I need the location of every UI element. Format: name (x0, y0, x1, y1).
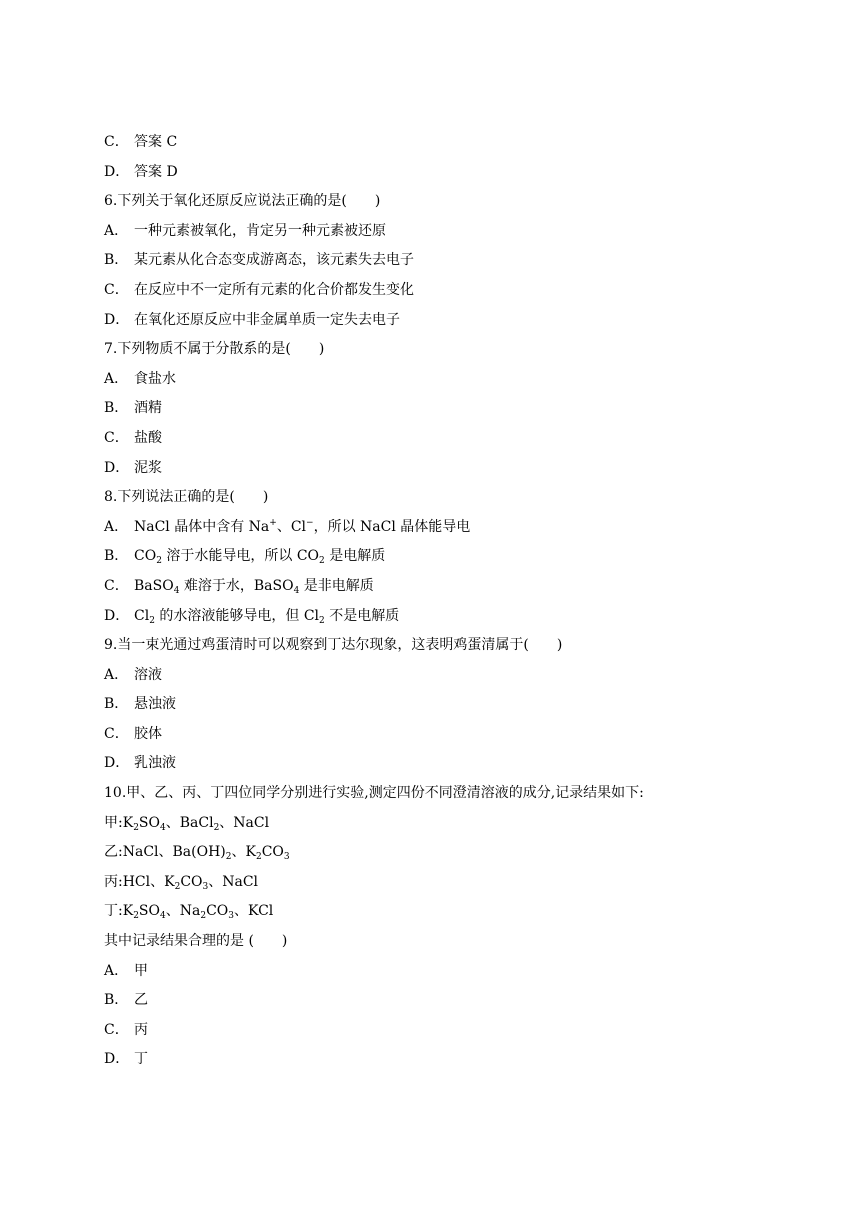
line-text: 、K (231, 844, 256, 861)
question-text (104, 335, 784, 365)
option-letter: C． (104, 1021, 129, 1038)
line-text: 不是电解质 (324, 607, 400, 624)
line-text: CO (134, 548, 157, 565)
answer-option (104, 720, 784, 750)
line-text: 答案 C (134, 134, 178, 150)
subscript-text: 2 (225, 852, 232, 863)
option-letter: B． (104, 252, 129, 269)
question-list (104, 128, 784, 1075)
answer-option (104, 454, 784, 484)
option-letter: A． (104, 666, 129, 683)
line-text: 在反应中不一定所有元素的化合价都发生变化 (134, 281, 414, 298)
subscript-text: 2 (200, 911, 207, 922)
option-letter: C． (104, 429, 129, 446)
answer-option (104, 690, 784, 720)
line-text: BaSO (134, 577, 174, 594)
supscript-text: + (269, 517, 277, 528)
line-text: 乙:NaCl、Ba(OH) (104, 844, 226, 861)
option-letter: B． (104, 992, 129, 1009)
answer-option (104, 572, 784, 602)
line-text: 酒精 (134, 400, 162, 417)
option-letter: D． (104, 459, 130, 476)
line-text: ，所以 NaCl 晶体能导电 (313, 518, 471, 535)
line-text: 答案 D (134, 163, 178, 180)
question-text (104, 187, 784, 217)
subscript-text: 4 (173, 585, 180, 596)
subscript-text: 2 (255, 852, 262, 863)
line-text: 、NaCl (219, 814, 270, 831)
line-text: 、BaCl (165, 814, 214, 831)
line-text: 6.下列关于氧化还原反应说法正确的是( ) (104, 193, 381, 210)
answer-option (104, 276, 784, 306)
option-letter: D． (104, 755, 130, 772)
option-letter: C． (104, 577, 129, 594)
option-letter: B． (104, 696, 129, 713)
line-text: 难溶于水，BaSO (179, 577, 294, 594)
line-text: 丁 (134, 1051, 148, 1068)
subscript-text: 2 (319, 615, 325, 626)
option-letter: C． (104, 281, 129, 298)
answer-option (104, 1045, 784, 1075)
line-text: 10.甲、乙、丙、丁四位同学分别进行实验,测定四份不同澄清溶液的成分,记录结果如下: (104, 785, 644, 802)
question-text (104, 809, 784, 839)
question-text (104, 868, 784, 898)
answer-option (104, 217, 784, 247)
line-text: 、Na (165, 903, 201, 920)
line-text: 丙:HCl、K (104, 873, 175, 890)
line-text: 甲 (134, 962, 148, 979)
line-text: 乳浊液 (134, 755, 176, 772)
subscript-text: 3 (283, 852, 290, 863)
line-text: Cl (134, 607, 150, 624)
option-letter: A． (104, 518, 129, 535)
line-text: 其中记录结果合理的是 ( ) (104, 933, 288, 950)
question-text (104, 779, 784, 809)
line-text: CO (206, 903, 229, 920)
line-text: 、NaCl (208, 873, 259, 890)
subscript-text: 2 (149, 615, 155, 626)
answer-option (104, 986, 784, 1016)
answer-option (104, 513, 784, 543)
answer-option (104, 542, 784, 572)
answer-option (104, 394, 784, 424)
line-text: 溶于水能导电，所以 CO (161, 548, 320, 565)
line-text: 胶体 (134, 725, 162, 742)
answer-option (104, 661, 784, 691)
line-text: 甲:K (104, 814, 134, 831)
answer-option (104, 128, 784, 158)
line-text: 的水溶液能够导电，但 Cl (154, 607, 320, 624)
line-text: 、KCl (234, 903, 274, 920)
line-text: 、Cl (276, 518, 307, 535)
question-text (104, 927, 784, 957)
answer-option (104, 246, 784, 276)
line-text: 8.下列说法正确的是( ) (104, 489, 269, 506)
supscript-text: − (306, 517, 314, 528)
answer-option (104, 957, 784, 987)
option-letter: D． (104, 311, 130, 328)
answer-option (104, 306, 784, 336)
subscript-text: 3 (228, 911, 235, 922)
question-text (104, 838, 784, 868)
line-text: 盐酸 (134, 429, 162, 446)
answer-option (104, 365, 784, 395)
option-letter: D． (104, 607, 130, 624)
subscript-text: 2 (213, 822, 220, 833)
line-text: CO (180, 873, 203, 890)
question-text (104, 897, 784, 927)
subscript-text: 4 (160, 822, 166, 833)
subscript-text: 2 (156, 556, 162, 567)
line-text: 乙 (134, 992, 148, 1009)
option-letter: A． (104, 962, 129, 979)
line-text: 泥浆 (134, 459, 162, 476)
line-text: 在氧化还原反应中非金属单质一定失去电子 (134, 311, 400, 328)
answer-option (104, 602, 784, 632)
line-text: 某元素从化合态变成游离态，该元素失去电子 (134, 252, 414, 269)
option-letter: A． (104, 222, 129, 239)
option-letter: D． (104, 1051, 130, 1068)
line-text: 悬浊液 (134, 696, 176, 713)
line-text: SO (138, 903, 160, 920)
subscript-text: 2 (133, 822, 139, 833)
subscript-text: 2 (174, 881, 181, 892)
subscript-text: 2 (319, 556, 325, 567)
answer-option (104, 158, 784, 188)
line-text: 丁:K (104, 903, 134, 920)
option-letter: B． (104, 548, 129, 565)
option-letter: D． (104, 163, 130, 180)
answer-option (104, 749, 784, 779)
line-text: 7.下列物质不属于分散系的是( ) (104, 341, 325, 358)
subscript-text: 3 (202, 881, 209, 892)
line-text: 食盐水 (134, 370, 176, 387)
subscript-text: 2 (133, 911, 139, 922)
line-text: NaCl 晶体中含有 Na (134, 518, 270, 535)
subscript-text: 4 (160, 911, 166, 922)
option-letter: C． (104, 134, 129, 150)
line-text: 丙 (134, 1021, 148, 1038)
option-letter: B． (104, 400, 129, 417)
subscript-text: 4 (293, 585, 300, 596)
line-text: 是非电解质 (299, 577, 374, 594)
line-text: SO (138, 814, 160, 831)
line-text: 溶液 (134, 666, 162, 683)
line-text: 9.当一束光通过鸡蛋清时可以观察到丁达尔现象，这表明鸡蛋清属于( ) (104, 637, 563, 654)
answer-option (104, 1016, 784, 1046)
question-text (104, 483, 784, 513)
option-letter: C． (104, 725, 129, 742)
answer-option (104, 424, 784, 454)
line-text: 是电解质 (324, 548, 386, 565)
line-text: CO (261, 844, 284, 861)
line-text: 一种元素被氧化，肯定另一种元素被还原 (134, 222, 386, 239)
option-letter: A． (104, 370, 129, 387)
question-text (104, 631, 784, 661)
